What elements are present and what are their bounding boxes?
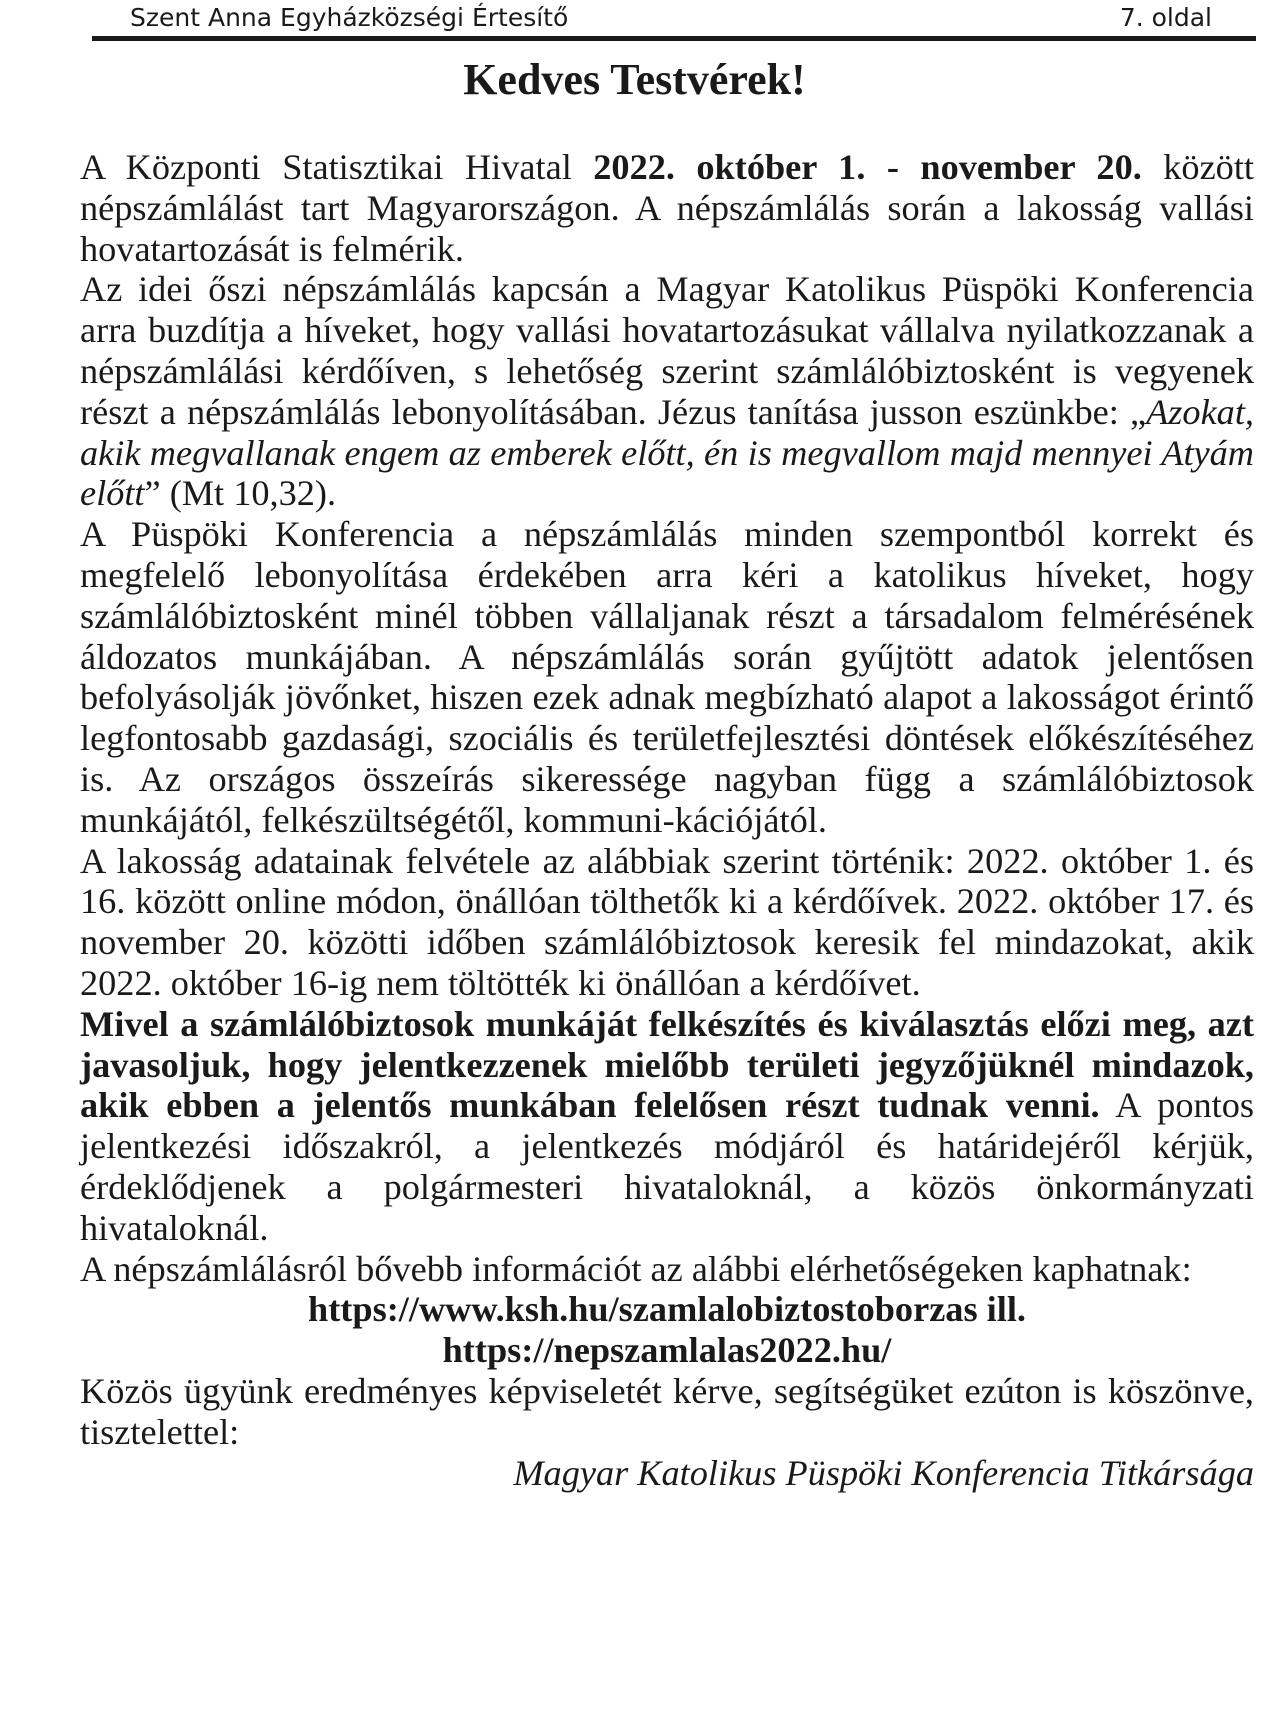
paragraph-census-intro — [80, 147, 1254, 269]
p5-bold-text: Mivel a számlálóbiztosok munkáját felkészítés és kiválasztás előzi meg, azt javasoljuk, hogy jelentkezzenek mielőbb területi jegyzőjüknél mindazok, akik ebben a jelentős munkában felelősen részt tudnak venni. — [80, 1003, 1254, 1126]
article-body — [80, 147, 1254, 1493]
p2-text-a: Az idei őszi népszámlálás kapcsán a Magyar Katolikus Püspöki Konferencia arra buzdítja a híveket, hogy vallási hovatartozásukat vállalva nyilatkozzanak a népszámlálási kérdőíven, s lehetőség szerint számlálóbiztosként is vegyenek részt a népszámlálás lebonyolításában. Jézus tanítása jusson eszünkbe: „ — [80, 269, 1254, 432]
link-ksh[interactable]: https://www.ksh.hu/szamlalobiztostoborzas ill. — [308, 1289, 1026, 1330]
signature: Magyar Katolikus Püspöki Konferencia Titkársága — [513, 1452, 1254, 1493]
page-header — [92, 0, 1256, 41]
p1-text-a: A Központi Statisztikai Hivatal — [80, 147, 594, 187]
paragraph-enumerators: A Püspöki Konferencia a népszámlálás minden szempontból korrekt és megfelelő lebonyolítása érdekében arra kéri a katolikus híveket, hogy számlálóbiztosként minél többen vállaljanak részt a társadalom felmérésének áldozatos munkájában. A népszámlálás során gyűjtött adatok jelentősen befolyásolják jövőnket, hiszen ezek adnak megbízható alapot a lakosságot érintő legfontosabb gazdasági, szociális és területfejlesztési döntések előkészítéséhez is. Az országos összeírás sikeressége nagyban függ a számlálóbiztosok munkájától, felkészültségétől, kommuni-kációjától. — [80, 514, 1254, 840]
paragraph-schedule: A lakosság adatainak felvétele az alábbiak szerint történik: 2022. október 1. és 16. között online módon, önállóan tölthetők ki a kérdőívek. 2022. október 17. és november 20. közötti időben számlálóbiztosok keresik fel mindazokat, akik 2022. október 16-ig nem töltötték ki önállóan a kérdőívet. — [80, 840, 1254, 1003]
publication-name: Szent Anna Egyházközségi Értesítő — [130, 3, 569, 32]
p5-text-rest: A pontos jelentkezési időszakról, a jelentkezés módjáról és határidejéről kérjük, érdeklődjenek a polgármesteri hivataloknál, a közös önkormányzati hivataloknál. — [80, 1085, 1254, 1248]
link-nepszamlalas[interactable]: https://nepszamlalas2022.hu/ — [442, 1330, 892, 1371]
paragraph-closing: Közös ügyünk eredményes képviseletét kérve, segítségüket ezúton is köszönve, tisztelettel: — [80, 1370, 1254, 1452]
page-number: 7. oldal — [1119, 3, 1212, 32]
page-title: Kedves Testvérek! — [463, 55, 806, 104]
paragraph-application — [80, 1004, 1254, 1249]
p1-text-b: között népszámlálást tart Magyarországon. A népszámlálás során a lakosság vallási hovatartozását is felmérik. — [80, 147, 1254, 269]
bible-quote: Azokat, akik megvallanak engem az emberek előtt, én is megvallom majd mennyei Atyám előtt — [80, 391, 1254, 514]
census-dates: 2022. október 1. - november 20. — [593, 147, 1142, 187]
paragraph-more-info: A népszámlálásról bővebb információt az alábbi elérhetőségeken kaphatnak: — [80, 1248, 1192, 1289]
p2-text-b: ” (Mt 10,32). — [144, 473, 337, 514]
paragraph-bishops-call — [80, 269, 1254, 514]
